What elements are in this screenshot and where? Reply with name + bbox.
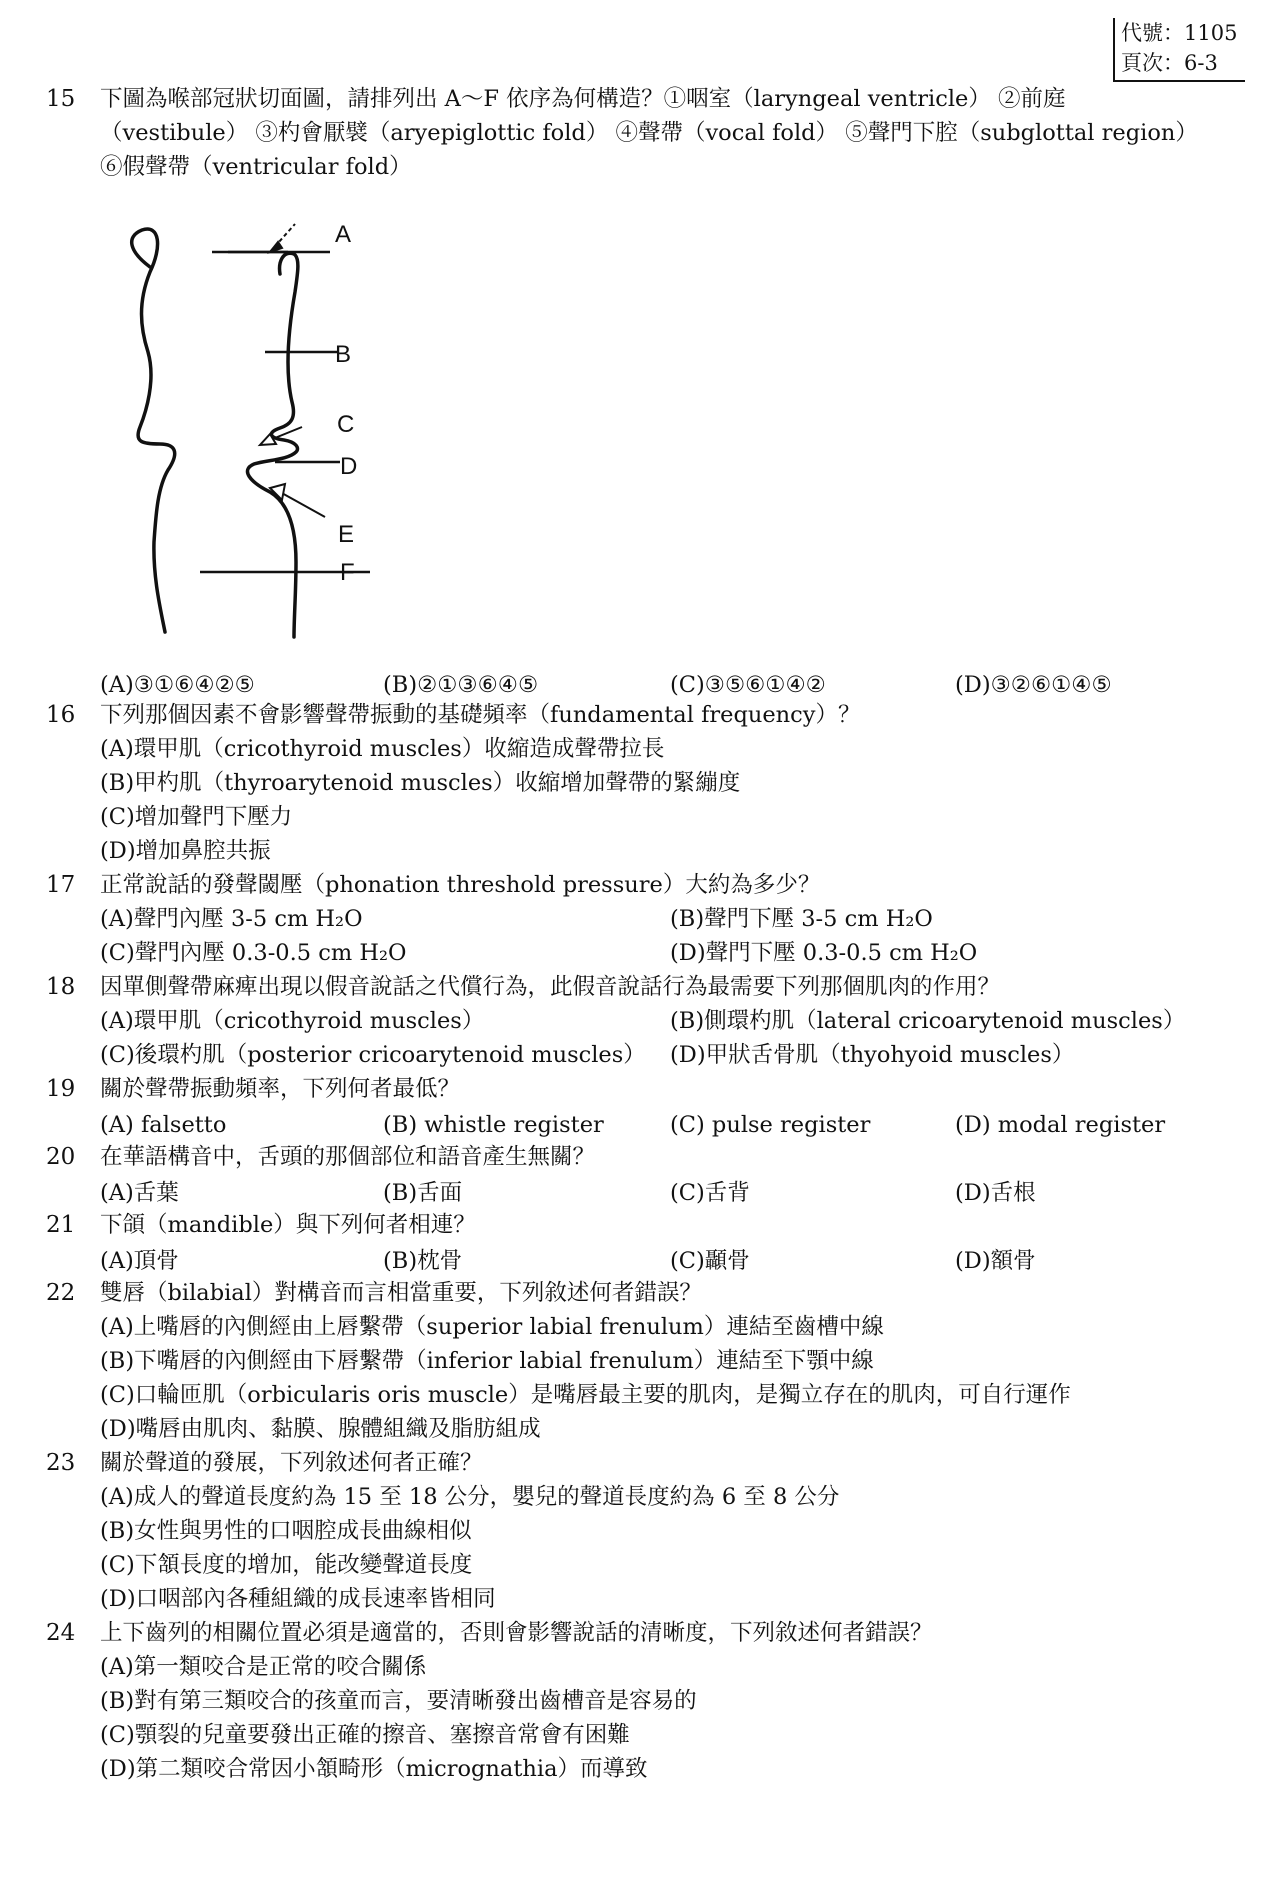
option-c[interactable]: (C)口輪匝肌（orbicularis oris muscle）是嘴唇最主要的肌肉，是獨立存在的肌肉，可自行運作 [100,1382,1071,1408]
option-b[interactable]: (B)側環杓肌（lateral cricoarytenoid muscles） [670,1008,1186,1034]
question-text: 因單側聲帶麻痺出現以假音說話之代償行為，此假音說話行為最需要下列那個肌肉的作用？ [100,974,1001,1000]
option-a[interactable]: (A)舌葉 [100,1180,179,1206]
question-number: 15 [46,86,76,112]
option-a[interactable]: (A)頂骨 [100,1248,179,1274]
question-text: 下列那個因素不會影響聲帶振動的基礎頻率（fundamental frequency）？ [100,702,861,728]
option-c[interactable]: (C)聲門內壓 0.3-0.5 cm H₂O [100,940,407,966]
diagram-label-E: E [338,521,355,548]
diagram-label-B: B [335,341,352,368]
question-number: 21 [46,1212,76,1238]
option-d[interactable]: (D)額骨 [955,1248,1036,1274]
option-c[interactable]: (C)增加聲門下壓力 [100,804,293,830]
option-b[interactable]: (B)枕骨 [383,1248,463,1274]
question-text: （vestibule） ③杓會厭襞（aryepiglottic fold） ④聲帶（vocal fold） ⑤聲門下腔（subglottal region） [100,120,1198,146]
question-text: ⑥假聲帶（ventricular fold） [100,154,412,180]
option-a[interactable]: (A)③①⑥④②⑤ [100,672,255,698]
question-number: 19 [46,1076,76,1102]
question-text: 正常說話的發聲閾壓（phonation threshold pressure）大約為多少？ [100,872,821,898]
diagram-label-A: A [335,221,352,248]
option-a[interactable]: (A)上嘴唇的內側經由上唇繫帶（superior labial frenulum）連結至齒槽中線 [100,1314,884,1340]
question-number: 22 [46,1280,76,1306]
option-d[interactable]: (D)③②⑥①④⑤ [955,672,1112,698]
option-d[interactable]: (D)增加鼻腔共振 [100,838,271,864]
option-b[interactable]: (B) whistle register [383,1112,604,1138]
option-d[interactable]: (D) modal register [955,1112,1166,1138]
option-c[interactable]: (C)下頷長度的增加，能改變聲道長度 [100,1552,473,1578]
option-b[interactable]: (B)對有第三類咬合的孩童而言，要清晰發出齒槽音是容易的 [100,1688,697,1714]
question-number: 24 [46,1620,76,1646]
diagram-label-F: F [340,559,355,586]
option-c[interactable]: (C)顳骨 [670,1248,750,1274]
option-d[interactable]: (D)甲狀舌骨肌（thyohyoid muscles） [670,1042,1075,1068]
option-a[interactable]: (A)聲門內壓 3-5 cm H₂O [100,906,363,932]
option-b[interactable]: (B)女性與男性的口咽腔成長曲線相似 [100,1518,472,1544]
option-c[interactable]: (C) pulse register [670,1112,871,1138]
option-b[interactable]: (B)下嘴唇的內側經由下唇繫帶（inferior labial frenulum）連結至下顎中線 [100,1348,874,1374]
option-b[interactable]: (B)②①③⑥④⑤ [383,672,539,698]
option-a[interactable]: (A)環甲肌（cricothyroid muscles） [100,1008,485,1034]
option-b[interactable]: (B)甲杓肌（thyroarytenoid muscles）收縮增加聲帶的緊繃度 [100,770,741,796]
option-d[interactable]: (D)第二類咬合常因小頷畸形（micrognathia）而導致 [100,1756,648,1782]
option-d[interactable]: (D)嘴唇由肌肉、黏膜、腺體組織及脂肪組成 [100,1416,541,1442]
question-number: 17 [46,872,76,898]
option-d[interactable]: (D)舌根 [955,1180,1036,1206]
question-text: 上下齒列的相關位置必須是適當的，否則會影響說話的清晰度，下列敘述何者錯誤？ [100,1620,933,1646]
larynx-coronal-diagram [120,212,390,642]
question-number: 18 [46,974,76,1000]
option-c[interactable]: (C)③⑤⑥①④② [670,672,826,698]
question-number: 23 [46,1450,76,1476]
exam-code: 代號：1105 [1121,21,1238,45]
question-text: 在華語構音中，舌頭的那個部位和語音產生無關？ [100,1144,596,1170]
question-number: 16 [46,702,76,728]
option-a[interactable]: (A)第一類咬合是正常的咬合關係 [100,1654,427,1680]
question-text: 關於聲道的發展，下列敘述何者正確？ [100,1450,483,1476]
option-a[interactable]: (A)成人的聲道長度約為 15 至 18 公分，嬰兒的聲道長度約為 6 至 8 公分 [100,1484,840,1510]
diagram-label-C: C [337,411,355,438]
question-text: 下圖為喉部冠狀切面圖，請排列出 A～F 依序為何構造？①咽室（laryngeal ventricle） ②前庭 [100,86,1066,112]
option-c[interactable]: (C)舌背 [670,1180,750,1206]
option-d[interactable]: (D)口咽部內各種組織的成長速率皆相同 [100,1586,496,1612]
option-c[interactable]: (C)後環杓肌（posterior cricoarytenoid muscles） [100,1042,646,1068]
option-b[interactable]: (B)聲門下壓 3-5 cm H₂O [670,906,933,932]
option-b[interactable]: (B)舌面 [383,1180,463,1206]
option-d[interactable]: (D)聲門下壓 0.3-0.5 cm H₂O [670,940,978,966]
option-a[interactable]: (A)環甲肌（cricothyroid muscles）收縮造成聲帶拉長 [100,736,665,762]
option-a[interactable]: (A) falsetto [100,1112,227,1138]
diagram-label-D: D [340,453,358,480]
question-text: 雙唇（bilabial）對構音而言相當重要，下列敘述何者錯誤？ [100,1280,702,1306]
exam-code-box [1113,18,1245,82]
question-text: 下頜（mandible）與下列何者相連？ [100,1212,476,1238]
question-number: 20 [46,1144,76,1170]
page-number: 頁次：6-3 [1121,51,1218,75]
question-text: 關於聲帶振動頻率，下列何者最低？ [100,1076,461,1102]
option-c[interactable]: (C)顎裂的兒童要發出正確的擦音、塞擦音常會有困難 [100,1722,630,1748]
